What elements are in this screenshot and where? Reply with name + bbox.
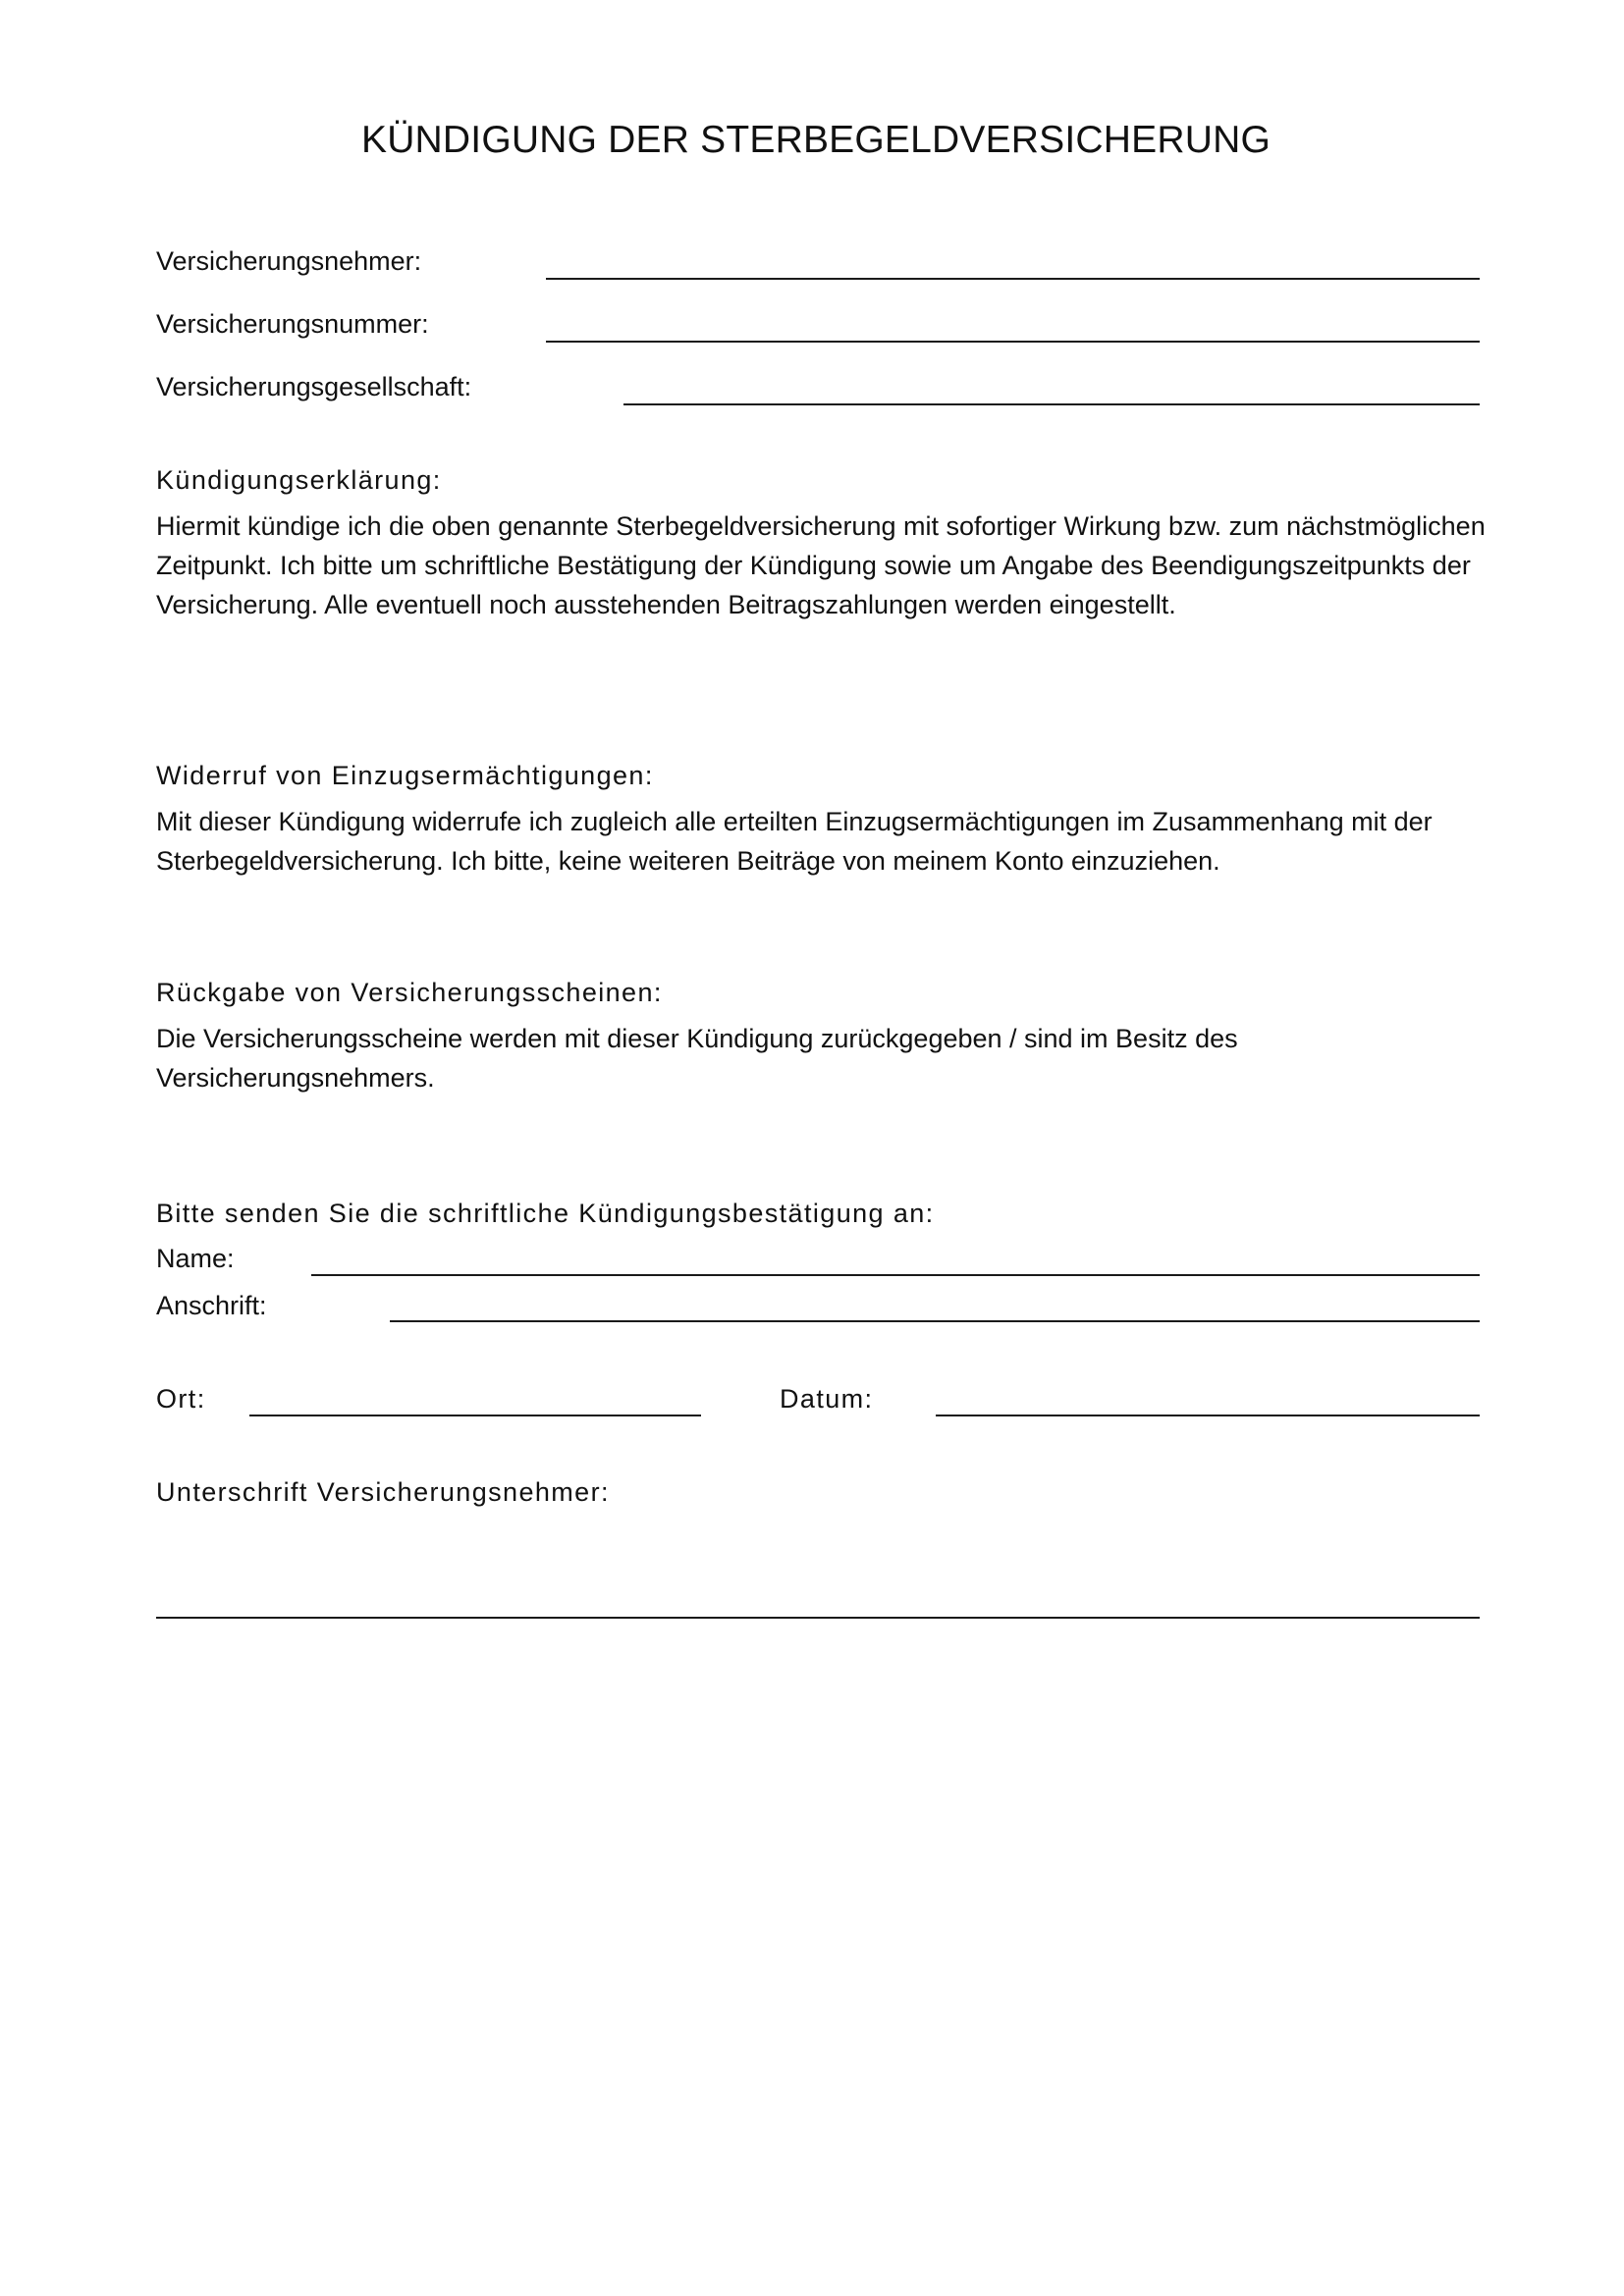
- insurer-label: Versicherungsgesellschaft:: [156, 372, 472, 401]
- page-title: KÜNDIGUNG DER STERBEGELDVERSICHERUNG: [360, 119, 1271, 161]
- policyholder-field[interactable]: [546, 278, 1480, 280]
- place-field[interactable]: [249, 1415, 701, 1416]
- name-field[interactable]: [311, 1274, 1480, 1276]
- revocation-heading: Widerruf von Einzugsermächtigungen:: [156, 761, 654, 790]
- address-label: Anschrift:: [156, 1291, 267, 1320]
- date-field[interactable]: [936, 1415, 1480, 1416]
- address-field[interactable]: [390, 1320, 1480, 1322]
- return-text: Die Versicherungsscheine werden mit dieser Kündigung zurückgegeben / sind im Besitz des Versicherungsnehmers.: [156, 1024, 1238, 1093]
- return-heading: Rückgabe von Versicherungsscheinen:: [156, 978, 663, 1007]
- termination-text: Hiermit kündige ich die oben genannte Sterbegeldversicherung mit sofortiger Wirkung bzw. zum nächstmöglichen Zeitpunkt. Ich bitte um schriftliche Bestätigung der Kündigung sowie um Angabe des Beendigungszeitpunkts der Versicherung. Alle eventuell noch ausstehenden Beitragszahlungen werden eingestellt.: [156, 511, 1486, 619]
- policy-number-label: Versicherungsnummer:: [156, 309, 429, 339]
- confirmation-heading: Bitte senden Sie die schriftliche Kündigungsbestätigung an:: [156, 1199, 935, 1228]
- signature-label: Unterschrift Versicherungsnehmer:: [156, 1477, 610, 1507]
- insurer-field[interactable]: [623, 403, 1480, 405]
- date-label: Datum:: [780, 1384, 874, 1414]
- policyholder-label: Versicherungsnehmer:: [156, 246, 422, 276]
- place-label: Ort:: [156, 1384, 206, 1414]
- policy-number-field[interactable]: [546, 341, 1480, 343]
- revocation-text: Mit dieser Kündigung widerrufe ich zugleich alle erteilten Einzugsermächtigungen im Zusammenhang mit der Sterbegeldversicherung. Ich bitte, keine weiteren Beiträge von meinem Konto einzuziehen.: [156, 807, 1433, 876]
- signature-line[interactable]: [156, 1617, 1480, 1619]
- termination-heading: Kündigungserklärung:: [156, 465, 442, 495]
- name-label: Name:: [156, 1244, 235, 1273]
